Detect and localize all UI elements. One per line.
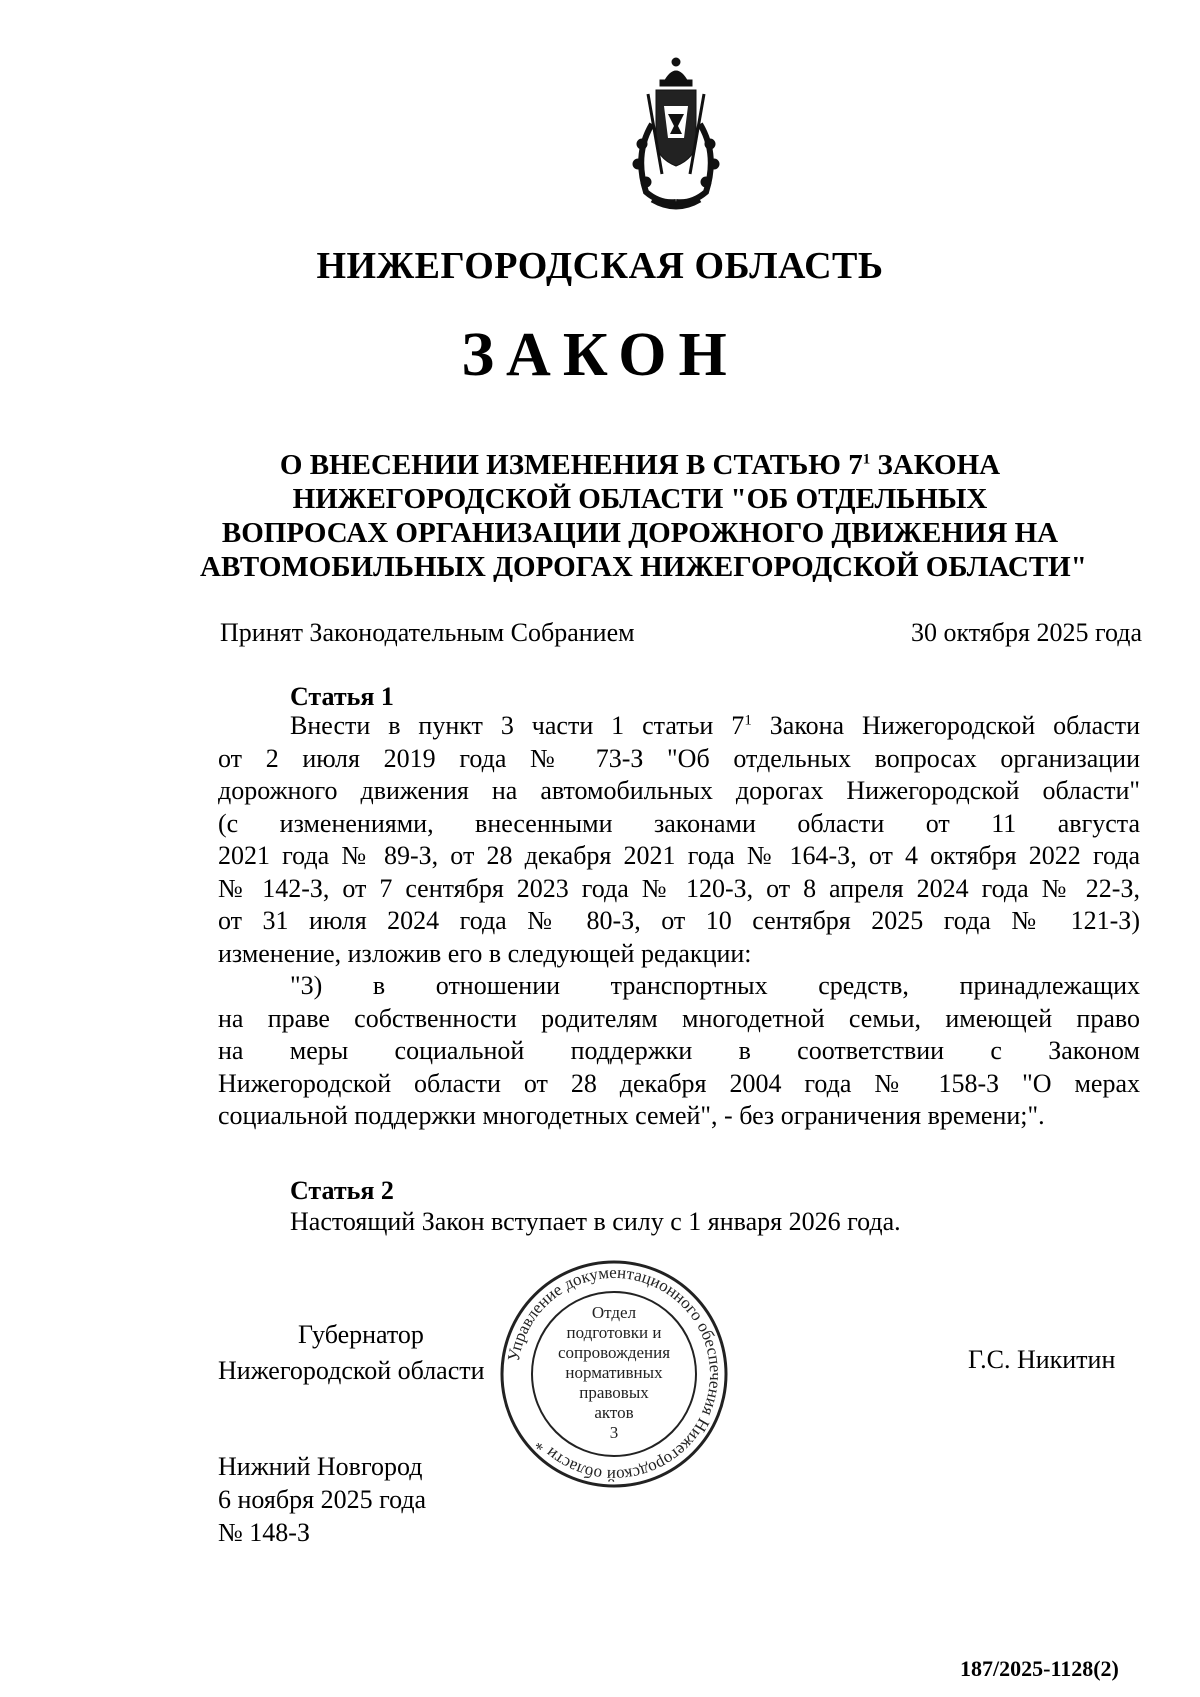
- law-title: [200, 448, 1087, 584]
- text-line: 2021 года № 89-З, от 28 декабря 2021 года № 164-З, от 4 октября 2022 года: [218, 841, 1140, 870]
- document-type-heading: ЗАКОН: [461, 321, 739, 389]
- signatory-title: Губернатор Нижегородской области: [218, 1320, 485, 1385]
- svg-text:сопровождения: сопровождения: [557, 1343, 671, 1362]
- signatory-name: Г.С. Никитин: [968, 1345, 1116, 1374]
- svg-text:3: 3: [609, 1423, 619, 1442]
- signing-date: 6 ноября 2025 года: [218, 1485, 427, 1514]
- law-title-line: ВОПРОСАХ ОРГАНИЗАЦИИ ДОРОЖНОГО ДВИЖЕНИЯ НА: [221, 517, 1059, 549]
- adoption-line: [220, 618, 1142, 648]
- city: Нижний Новгород: [218, 1452, 423, 1481]
- text-line: Настоящий Закон вступает в силу с 1 января 2026 года.: [290, 1207, 901, 1236]
- svg-text:правовых: правовых: [579, 1383, 649, 1402]
- article-2-body: [218, 1206, 1140, 1239]
- text-line: Внести в пункт 3 части 1 статьи $7^1$ Закона Нижегородской области: [290, 711, 1141, 740]
- text-line: на меры социальной поддержки в соответствии с Законом: [218, 1036, 1140, 1065]
- law-number: № 148-З: [218, 1518, 310, 1547]
- text-line: (с изменениями, внесенными законами области от 11 августа: [218, 808, 1140, 838]
- region-heading: НИЖЕГОРОДСКАЯ ОБЛАСТЬ: [316, 245, 884, 287]
- law-title-line: О ВНЕСЕНИИ ИЗМЕНЕНИЯ В СТАТЬЮ $7^1$ ЗАКОНА: [279, 449, 1001, 481]
- text-line: Нижегородской области от 28 декабря 2004 года № 158-З "О мерах: [218, 1068, 1140, 1098]
- coat-of-arms-emblem: [616, 54, 736, 214]
- article-1-body: [218, 710, 1140, 1133]
- svg-text:нормативных: нормативных: [565, 1363, 663, 1382]
- text-line: "3) в отношении транспортных средств, принадлежащих: [290, 971, 1140, 1000]
- text-line: на праве собственности родителям многодетной семьи, имеющей право: [218, 1003, 1140, 1033]
- law-title-line: НИЖЕГОРОДСКОЙ ОБЛАСТИ "ОБ ОТДЕЛЬНЫХ: [292, 483, 988, 515]
- text-line: социальной поддержки многодетных семей", - без ограничения времени;".: [218, 1101, 1045, 1130]
- text-line: дорожного движения на автомобильных дорогах Нижегородской области": [218, 776, 1140, 805]
- text-line: изменение, изложив его в следующей редакции:: [218, 938, 752, 968]
- svg-text:подготовки и: подготовки и: [566, 1323, 662, 1342]
- text-line: № 142-З, от 7 сентября 2023 года № 120-З, от 8 апреля 2024 года № 22-З,: [218, 873, 1140, 903]
- article-2-heading: Статья 2: [290, 1176, 394, 1205]
- place-and-date: [218, 1450, 426, 1549]
- svg-text:Отдел: Отдел: [591, 1303, 637, 1322]
- text-line: от 31 июля 2024 года № 80-З, от 10 сентября 2025 года № 121-З): [218, 906, 1140, 935]
- article-1-heading: Статья 1: [290, 682, 394, 711]
- adoption-date: 30 октября 2025 года: [911, 618, 1142, 647]
- adopted-by: Принят Законодательным Собранием: [220, 618, 635, 647]
- svg-text:Управление документационного о: Управление документационного обеспечения Нижегородской области *: [503, 1262, 726, 1486]
- law-title-line: АВТОМОБИЛЬНЫХ ДОРОГАХ НИЖЕГОРОДСКОЙ ОБЛАСТИ": [200, 551, 1087, 583]
- svg-text:актов: актов: [594, 1403, 634, 1422]
- document-code: 187/2025-1128(2): [960, 1656, 1119, 1681]
- text-line: от 2 июля 2019 года № 73-З "Об отдельных вопросах организации: [218, 743, 1140, 773]
- official-stamp: [494, 1254, 734, 1494]
